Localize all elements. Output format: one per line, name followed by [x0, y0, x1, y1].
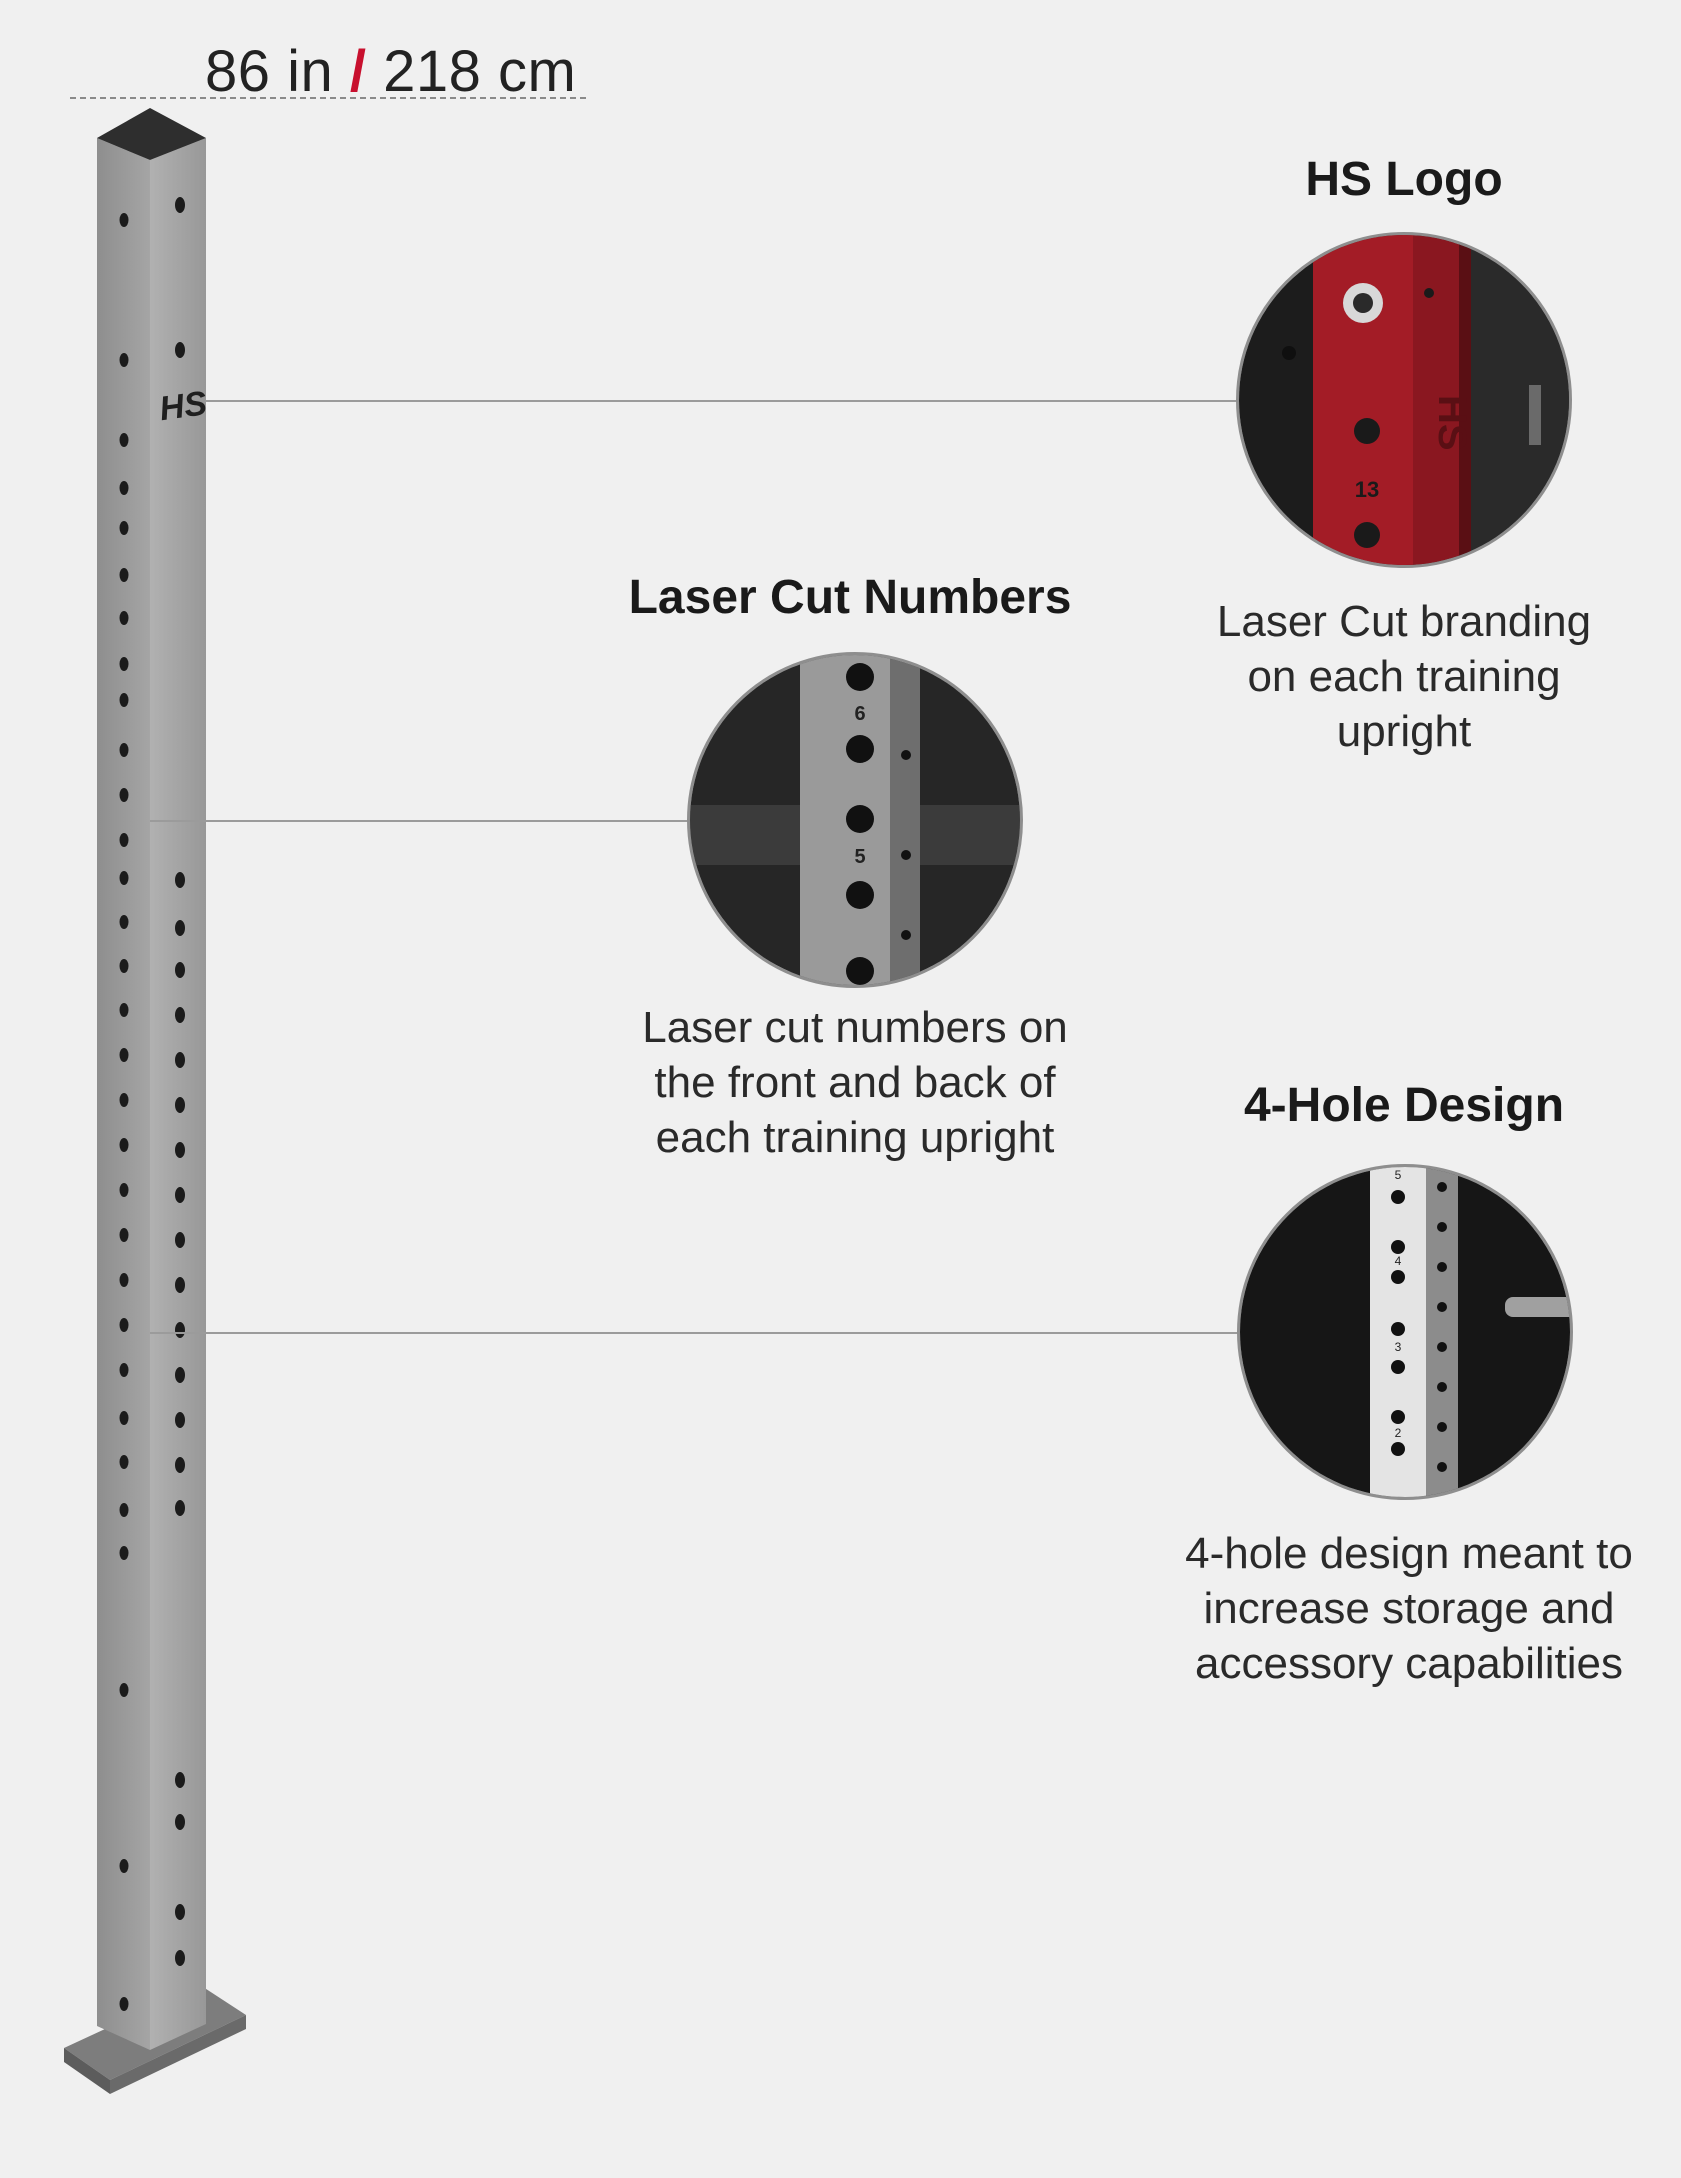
closeup-number-5: 5: [854, 846, 866, 868]
upright-hole: [175, 1277, 185, 1293]
height-dimension-label: [205, 38, 576, 105]
closeup-number-5: 5: [1394, 1168, 1402, 1182]
upright-hole: [120, 1138, 129, 1152]
feature-desc-hs-logo: [1154, 594, 1654, 759]
upright-hole: [120, 833, 129, 847]
upright-hole: [120, 1683, 129, 1697]
upright-hole: [120, 1003, 129, 1017]
upright-hole: [175, 1904, 185, 1920]
feature-title-laser-numbers: Laser Cut Numbers: [628, 571, 1072, 624]
upright-hole: [120, 1859, 129, 1873]
upright-hole: [175, 1007, 185, 1023]
upright-hole: [120, 1363, 129, 1377]
upright-hole: [120, 788, 129, 802]
desc-line: Laser cut numbers on: [642, 1003, 1068, 1052]
upright-hole: [175, 1097, 185, 1113]
desc-line: upright: [1336, 707, 1472, 756]
upright-hole: [120, 353, 129, 367]
upright-hs-logo: HS: [157, 384, 210, 429]
upright-hole: [175, 920, 185, 936]
hs-logo-closeup-image: [1236, 232, 1572, 568]
feature-desc-laser-numbers: [600, 1000, 1110, 1165]
upright-hole: [120, 1228, 129, 1242]
feature-title-four-hole: 4-Hole Design: [1243, 1079, 1565, 1132]
upright-hole: [175, 1772, 185, 1788]
callout-line-four-hole: [150, 1332, 1240, 1334]
upright-hole: [175, 1950, 185, 1966]
desc-line: each training upright: [655, 1113, 1055, 1162]
upright-hole: [175, 1232, 185, 1248]
upright-hole: [175, 1412, 185, 1428]
upright-hole: [120, 1093, 129, 1107]
desc-line: Laser Cut branding: [1216, 597, 1592, 646]
upright-hole: [175, 1457, 185, 1473]
callout-line-laser-numbers: [150, 820, 690, 822]
desc-line: increase storage and: [1203, 1584, 1615, 1633]
upright-hole: [175, 1052, 185, 1068]
closeup-number-13: 13: [1354, 477, 1380, 502]
upright-hole: [120, 213, 129, 227]
upright-hole: [175, 1322, 185, 1338]
upright-hole: [120, 1503, 129, 1517]
upright-hole: [120, 871, 129, 885]
feature-title-hs-logo: HS Logo: [1305, 153, 1503, 206]
upright-hole: [175, 962, 185, 978]
upright-hole: [175, 197, 185, 213]
desc-line: the front and back of: [654, 1058, 1056, 1107]
upright-hole: [120, 1546, 129, 1560]
upright-hole: [120, 611, 129, 625]
upright-hole: [120, 915, 129, 929]
upright-hole: [120, 433, 129, 447]
laser-numbers-closeup-image: [687, 652, 1023, 988]
upright-hole: [120, 1048, 129, 1062]
upright-hole: [120, 743, 129, 757]
feature-desc-four-hole: [1154, 1526, 1664, 1691]
desc-line: accessory capabilities: [1195, 1639, 1623, 1688]
upright-hole: [120, 959, 129, 973]
four-hole-closeup-image: [1237, 1164, 1573, 1500]
callout-line-hs-logo: [205, 400, 1240, 402]
upright-hole: [120, 481, 129, 495]
upright-hole: [175, 1142, 185, 1158]
upright-hole: [175, 1187, 185, 1203]
upright-hole: [175, 1367, 185, 1383]
upright-hole: [120, 1183, 129, 1197]
desc-line: 4-hole design meant to: [1185, 1529, 1633, 1578]
upright-hole: [175, 342, 185, 358]
upright-hole: [120, 1318, 129, 1332]
training-upright-illustration: [0, 0, 260, 2178]
dimension-separator: /: [349, 39, 367, 104]
upright-hole: [175, 1814, 185, 1830]
upright-hole: [175, 872, 185, 888]
upright-hole: [175, 1500, 185, 1516]
closeup-number-2: 2: [1394, 1426, 1402, 1440]
closeup-number-3: 3: [1394, 1340, 1402, 1354]
upright-hole: [120, 521, 129, 535]
upright-hole: [120, 568, 129, 582]
upright-hole: [120, 1411, 129, 1425]
svg-text:HS: HS: [1430, 395, 1474, 451]
desc-line: on each training: [1247, 652, 1561, 701]
upright-hole: [120, 1273, 129, 1287]
upright-hole: [120, 693, 129, 707]
height-inches: 86 in: [205, 39, 334, 104]
upright-hole: [120, 1455, 129, 1469]
upright-hole: [120, 1997, 129, 2011]
closeup-number-4: 4: [1394, 1254, 1402, 1268]
height-cm: 218 cm: [383, 39, 577, 104]
upright-hole: [120, 657, 129, 671]
closeup-number-6: 6: [854, 703, 866, 725]
